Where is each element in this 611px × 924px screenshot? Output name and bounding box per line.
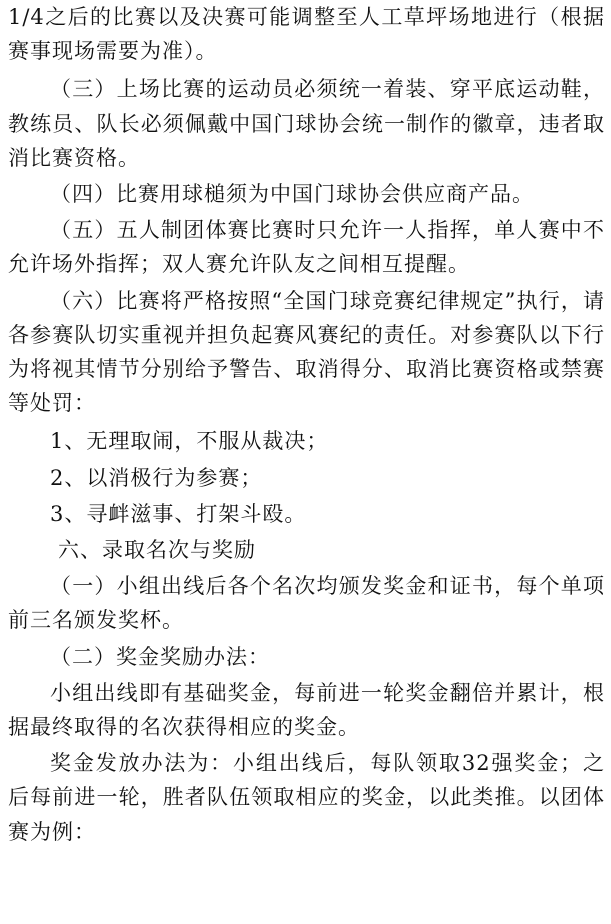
list-item-penalty-3: 3、寻衅滋事、打架斗殴。: [50, 501, 307, 526]
paragraph-rule-5-commanding: （五）五人制团体赛比赛时只允许一人指挥，单人赛中不允许场外指挥；双人赛允许队友之间相互提醒。: [8, 218, 605, 277]
paragraph-venue-note: 1/4之后的比赛以及决赛可能调整至人工草坪场地进行（根据赛事现场需要为准）。: [8, 5, 605, 64]
list-item-penalty-1: 1、无理取闹，不服从裁决；: [50, 429, 329, 454]
paragraph-rule-6-discipline: （六）比赛将严格按照“全国门球竞赛纪律规定”执行，请各参赛队切实重视并担负起赛风赛纪的责任。对参赛队以下行为将视其情节分别给予警告、取消得分、取消比赛资格或禁赛等处罚：: [8, 288, 605, 416]
list-item-penalty-2: 2、以消极行为参赛；: [50, 465, 263, 490]
section-heading-ranking-awards: 六、录取名次与奖励: [58, 538, 256, 563]
paragraph-bonus-distribution: 奖金发放办法为：小组出线后，每队领取32强奖金；之后每前进一轮，胜者队伍领取相应的奖金，以此类推。以团体赛为例：: [8, 751, 605, 844]
paragraph-rule-3-attire: （三）上场比赛的运动员必须统一着装、穿平底运动鞋，教练员、队长必须佩戴中国门球协会统一制作的徽章，违者取消比赛资格。: [8, 77, 605, 170]
paragraph-award-1-certificates: （一）小组出线后各个名次均颁发奖金和证书，每个单项前三名颁发奖杯。: [8, 574, 605, 633]
document-page: [8, 0, 605, 849]
paragraph-award-2-bonus-method: （二）奖金奖励办法：: [50, 644, 270, 669]
paragraph-rule-4-mallet: （四）比赛用球槌须为中国门球协会供应商产品。: [50, 182, 534, 207]
paragraph-bonus-description: 小组出线即有基础奖金，每前进一轮奖金翻倍并累计，根据最终取得的名次获得相应的奖金。: [8, 680, 605, 740]
